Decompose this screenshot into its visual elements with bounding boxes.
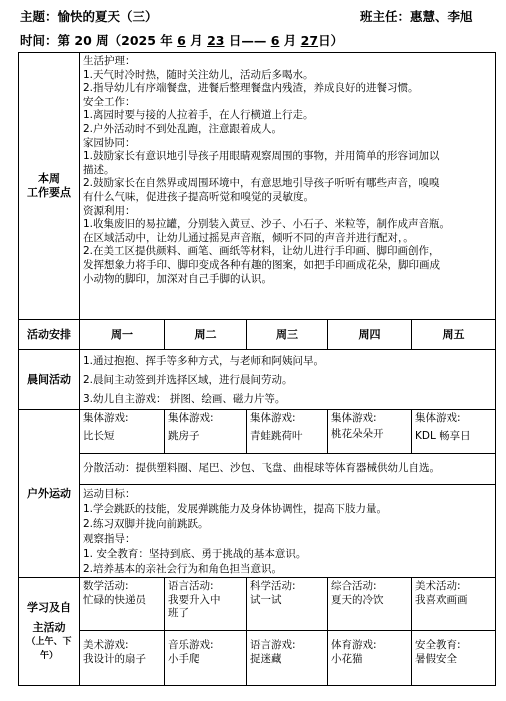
theme-header [20,7,158,25]
end-day: 27 [300,33,319,48]
learning-pm-wednesday: 语言游戏: 捉迷藏 [246,630,328,686]
date-suffix: 日） [318,33,344,48]
learning-pm-monday: 美术游戏: 我设计的扇子 [79,630,165,686]
outdoor-goals: 运动目标： 1.学会跳跃的技能，发展弹跳能力及身体协调性，提高下肢力量。 2.练习双脚并拢向前跳跃。 观察指导： 1. 安全教育：坚持到底、勇于挑战的基本意识。 2.培养基本的亲社会行为和角色担当意识。 [79,484,496,578]
outdoor-label: 户外运动 [18,409,80,578]
day-friday: 周五 [411,319,496,350]
day-monday: 周一 [79,319,165,350]
start-month: 6 [177,33,186,48]
teacher-label: 班主任： [360,9,411,24]
outdoor-game-thursday: 集体游戏: 桃花朵朵开 [327,409,412,454]
outdoor-game-wednesday: 集体游戏: 青蛙跳荷叶 [246,409,328,454]
outdoor-game-friday: 集体游戏: KDL 畅享日 [411,409,496,454]
learning-pm-tuesday: 音乐游戏: 小手爬 [164,630,247,686]
learning-pm-thursday: 体育游戏: 小花猫 [327,630,412,686]
week-number: 第 20 周 [57,33,109,48]
teacher-value: 惠慧、李旭 [410,9,473,24]
time-label: 时间： [20,33,58,48]
time-header [20,31,343,49]
end-month: 6 [270,33,280,48]
morning-label: 晨间活动 [18,349,80,410]
schedule-label: 活动安排 [18,319,80,350]
day-wednesday: 周三 [246,319,328,350]
morning-content: 1.通过抱抱、挥手等多种方式，与老师和阿姨问早。 2.晨间主动签到并选择区域，进行晨间劳动。 3.幼儿自主游戏： 拼图、绘画、磁力片等。 [79,349,496,410]
learning-am-thursday: 综合活动: 夏天的冷饮 [327,577,412,631]
learning-pm-friday: 安全教育: 暑假安全 [411,630,496,686]
theme-label: 主题： [20,9,58,24]
start-day: 23 [207,33,225,48]
focus-label: 本周 工作要点 [18,52,80,320]
theme-value: 愉快的夏天（三） [57,9,158,24]
focus-content: 生活护理： 1.天气时冷时热，随时关注幼儿，活动后多喝水。 2.指导幼儿有序端餐盘，进餐后整理餐盘内残渣，养成良好的进餐习惯。 安全工作： 1.离园时要与接的人拉着手，在人行横道上行走。 2.户外活动时不到处乱跑，注意跟着成人。 家园协同： 1.鼓励家长有意识地引导孩子用眼睛观察周围的事物，并用简单的形容词加以 描述。 2.鼓励家长在自然界或周围环境中，有意思地引导孩子听听有哪些声音，嗅嗅 有什么气味，促进孩子提高听觉和嗅觉的灵敏度。 资源利用： 1.收集废旧的易拉罐，分别装入黄豆、沙子、小石子、米粒等，制作成声音瓶。 在区域活动中，让幼儿通过摇晃声音瓶，倾听不同的声音并进行配对，。 2.在美工区提供颜料、画笔、画纸等材料，让幼儿进行手印画、脚印画创作， 发挥想象力将手印、脚印变成各种有趣的图案，如把手印画成花朵，脚印画成 小动物的脚印，加深对自己手脚的认识。 [79,52,496,320]
month-char-1: 月 [190,33,203,48]
outdoor-game-tuesday: 集体游戏: 跳房子 [164,409,247,454]
learning-am-friday: 美术活动: 我喜欢画画 [411,577,496,631]
learning-label: 学习及自 主活动 （上午、下 午） [18,577,80,686]
month-char-2: 月 [283,33,297,48]
day-thursday: 周四 [327,319,412,350]
learning-am-monday: 数学活动: 忙碌的快递员 [79,577,165,631]
learning-am-wednesday: 科学活动: 试一试 [246,577,328,631]
outdoor-game-monday: 集体游戏: 比长短 [79,409,165,454]
teacher-header [360,7,473,25]
learning-am-tuesday: 语言活动: 我要升入中 班了 [164,577,247,631]
day-tuesday: 周二 [164,319,247,350]
weekly-plan-table [18,52,496,686]
outdoor-group-activity: 分散活动：提供塑料圈、尾巴、沙包、飞盘、曲棍球等体育器械供幼儿自选。 [79,453,496,485]
day-separator: 日—— [228,33,267,48]
date-prefix: （2025 年 [108,33,173,48]
